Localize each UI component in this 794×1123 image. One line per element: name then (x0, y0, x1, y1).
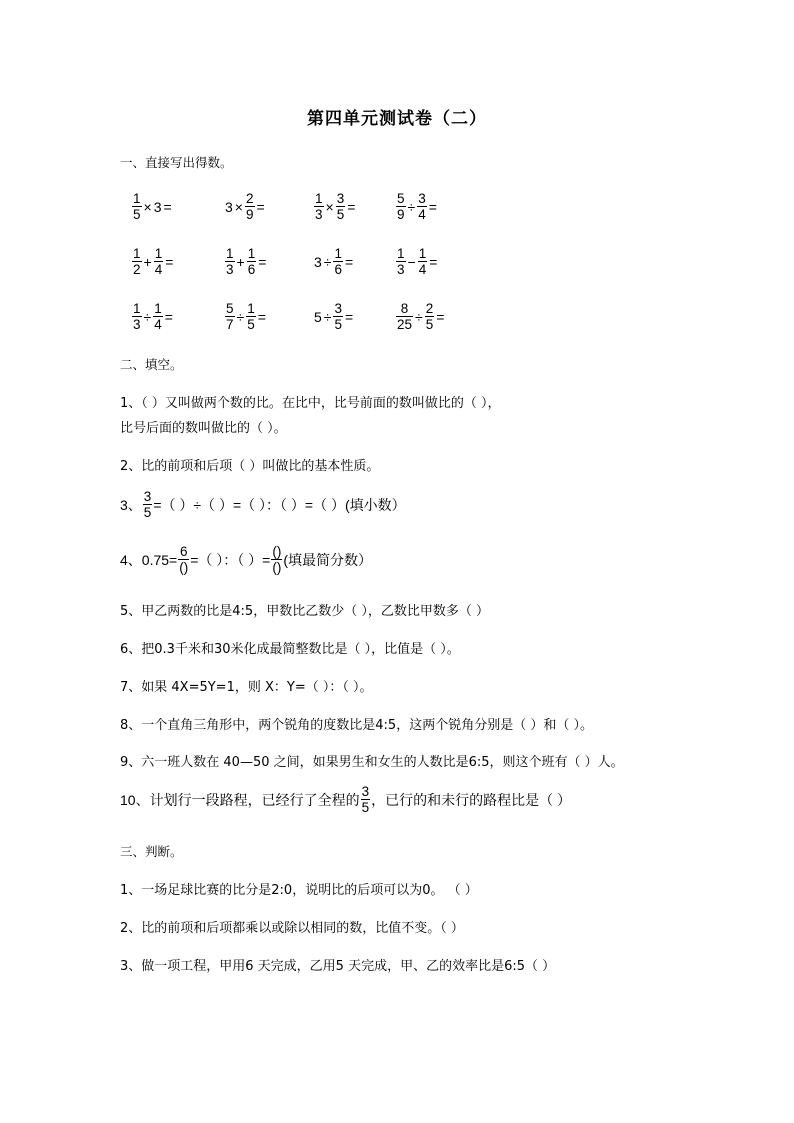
fraction-numerator: 6 (179, 544, 188, 559)
fraction-numerator: 2 (425, 301, 434, 316)
fill-q2: 2、比的前项和后项（ ）叫做比的基本性质。 (120, 459, 380, 474)
fill-q10 (120, 785, 571, 814)
fraction-numerator: 3 (361, 784, 370, 799)
fill-q3-fraction (143, 490, 153, 519)
operand-b-fraction (246, 302, 256, 331)
operand-a-fraction (396, 247, 406, 276)
fill-q9: 9、六一班人数在 40—50 之间，如果男生和女生的人数比是6:5，则这个班有（ ）人。 (120, 755, 624, 770)
section2-heading: 二、填空。 (120, 357, 183, 372)
operand-a-fraction (132, 302, 142, 331)
judge-q1: 1、一场足球比赛的比分是2:0，说明比的后项可以为0。 （ ） (120, 883, 478, 898)
calc-item (395, 247, 438, 276)
judge-q2: 2、比的前项和后项都乘以或除以相同的数，比值不变。（ ） (120, 921, 464, 936)
fraction-numerator: 3 (336, 191, 345, 206)
fill-q4-fraction-2 (271, 545, 282, 574)
equals-sign: = (163, 198, 172, 215)
fraction-denominator: 5 (336, 206, 345, 222)
operand-a-fraction (225, 302, 235, 331)
fraction-numerator: () (272, 544, 282, 559)
fraction-numerator: 1 (418, 246, 427, 261)
fraction-numerator: 1 (154, 246, 163, 261)
calc-item (224, 247, 267, 276)
fraction-numerator: 2 (245, 191, 254, 206)
fill-q3 (120, 490, 406, 519)
fraction-denominator: () (179, 559, 189, 575)
fraction-numerator: 3 (418, 191, 426, 206)
calc-item (224, 192, 266, 221)
fill-q8: 8、一个直角三角形中，两个锐角的度数比是4:5，这两个锐角分别是（ ）和（ ）。 (120, 718, 593, 733)
fraction-denominator: 6 (334, 261, 342, 277)
fraction-numerator: 1 (334, 246, 342, 261)
page-title: 第四单元测试卷（二） (307, 109, 487, 129)
operand-b-fraction (336, 192, 346, 221)
operator: × (325, 198, 334, 215)
fill-q10-prefix: 10、计划行一段路程，已经行了全程的 (120, 791, 360, 808)
fraction-denominator: 4 (154, 316, 162, 332)
operand-a-number: 3 (314, 253, 322, 270)
operator: − (407, 253, 416, 270)
operand-b-number: 3 (153, 198, 162, 215)
fraction-denominator: 5 (425, 316, 434, 332)
fill-q1-line1: 1、（ ）又叫做两个数的比。在比中，比号前面的数叫做比的（ ）， (120, 396, 501, 411)
fraction-numerator: 1 (133, 301, 141, 316)
fraction-numerator: 5 (397, 191, 405, 206)
operand-a-number: 3 (225, 198, 233, 215)
calc-item (313, 302, 354, 331)
fill-q3-prefix: 3、 (120, 496, 142, 513)
fill-q7: 7、如果 4X=5Y=1，则 X：Y=（ ）：（ ）。 (120, 680, 373, 695)
judge-q3: 3、做一项工程，甲用6 天完成，乙用5 天完成，甲、乙的效率比是6:5（ ） (120, 959, 556, 974)
equals-sign: = (345, 308, 354, 325)
operator: × (143, 198, 152, 215)
fraction-denominator: 3 (133, 316, 141, 332)
operand-a-fraction (132, 192, 142, 221)
fraction-numerator: 1 (133, 246, 141, 261)
equals-sign: = (345, 253, 354, 270)
section1-heading: 一、直接写出得数。 (120, 155, 233, 170)
calc-item (131, 247, 174, 276)
calc-item (395, 302, 445, 331)
fraction-denominator: 9 (245, 206, 254, 222)
calc-item (313, 247, 354, 276)
fraction-numerator: 1 (133, 191, 141, 206)
operand-b-fraction (425, 302, 435, 331)
calc-item (131, 192, 173, 221)
fill-q4-mid: =（ ）：（ ）= (190, 551, 271, 568)
equals-sign: = (164, 308, 173, 325)
fill-q5: 5、甲乙两数的比是4:5，甲数比乙数少（ ），乙数比甲数多（ ） (120, 604, 489, 619)
fraction-denominator: 7 (226, 316, 234, 332)
calc-item (395, 192, 438, 221)
fraction-numerator: 1 (397, 246, 405, 261)
operand-b-fraction (418, 247, 428, 276)
operand-b-fraction (333, 302, 343, 331)
operator: ÷ (407, 198, 416, 215)
fill-q4 (120, 545, 372, 574)
fill-q1-line2: 比号后面的数叫做比的（ ）。 (120, 421, 287, 436)
fraction-denominator: () (272, 559, 282, 575)
operand-b-fraction (154, 247, 164, 276)
fraction-denominator: 4 (418, 206, 426, 222)
equals-sign: = (436, 308, 445, 325)
fraction-denominator: 5 (133, 206, 141, 222)
equals-sign: = (258, 253, 267, 270)
fraction-numerator: 1 (154, 301, 162, 316)
operator: + (143, 253, 152, 270)
operand-b-fraction (333, 247, 343, 276)
calc-item (131, 302, 174, 331)
operand-a-fraction (396, 302, 413, 331)
operand-b-fraction (153, 302, 163, 331)
fill-q10-fraction (361, 785, 371, 814)
fraction-numerator: 1 (247, 301, 255, 316)
fraction-denominator: 5 (143, 504, 152, 520)
operand-b-fraction (417, 192, 427, 221)
equals-sign: = (428, 198, 437, 215)
calc-item (224, 302, 267, 331)
equals-sign: = (165, 253, 174, 270)
operator: ÷ (323, 308, 332, 325)
calc-item (313, 192, 356, 221)
equals-sign: = (347, 198, 356, 215)
fill-q4-prefix: 4、0.75= (120, 551, 178, 568)
fraction-denominator: 4 (154, 261, 163, 277)
operator: × (234, 198, 243, 215)
fraction-numerator: 3 (334, 301, 342, 316)
fraction-denominator: 25 (397, 316, 413, 332)
operator: ÷ (236, 308, 245, 325)
fill-q10-rest: ，已行的和未行的路程比是（ ） (371, 791, 571, 808)
fraction-denominator: 9 (397, 206, 405, 222)
fraction-denominator: 6 (247, 261, 256, 277)
fraction-denominator: 4 (418, 261, 427, 277)
fraction-denominator: 2 (133, 261, 141, 277)
section3-heading: 三、判断。 (120, 844, 183, 859)
operand-a-number: 5 (314, 308, 322, 325)
fraction-numerator: 1 (226, 246, 234, 261)
operator: ÷ (323, 253, 332, 270)
fraction-denominator: 3 (397, 261, 405, 277)
fraction-numerator: 1 (315, 191, 323, 206)
operand-b-fraction (245, 192, 255, 221)
fraction-numerator: 5 (226, 301, 234, 316)
operand-a-fraction (132, 247, 142, 276)
fraction-denominator: 5 (334, 316, 342, 332)
fill-q3-rest: =（ ）÷（ ）=（ ）：（ ）=（ ）(填小数） (153, 496, 406, 513)
fill-q4-rest: (填最简分数） (283, 551, 373, 568)
operator: ÷ (143, 308, 152, 325)
equals-sign: = (429, 253, 438, 270)
equals-sign: = (257, 308, 266, 325)
fraction-denominator: 3 (226, 261, 234, 277)
fill-q4-fraction-1 (178, 545, 189, 574)
operand-a-fraction (314, 192, 324, 221)
fraction-denominator: 5 (361, 799, 370, 815)
fraction-numerator: 3 (143, 489, 152, 504)
fraction-denominator: 5 (247, 316, 255, 332)
operand-a-fraction (396, 192, 406, 221)
operand-a-fraction (225, 247, 235, 276)
operator: + (236, 253, 245, 270)
operator: ÷ (415, 308, 423, 325)
operand-b-fraction (247, 247, 257, 276)
fraction-denominator: 3 (315, 206, 323, 222)
fraction-numerator: 8 (400, 301, 409, 316)
fill-q6: 6、把0.3千米和30米化成最简整数比是（ ），比值是（ ）。 (120, 642, 460, 657)
equals-sign: = (256, 198, 265, 215)
fraction-numerator: 1 (247, 246, 256, 261)
